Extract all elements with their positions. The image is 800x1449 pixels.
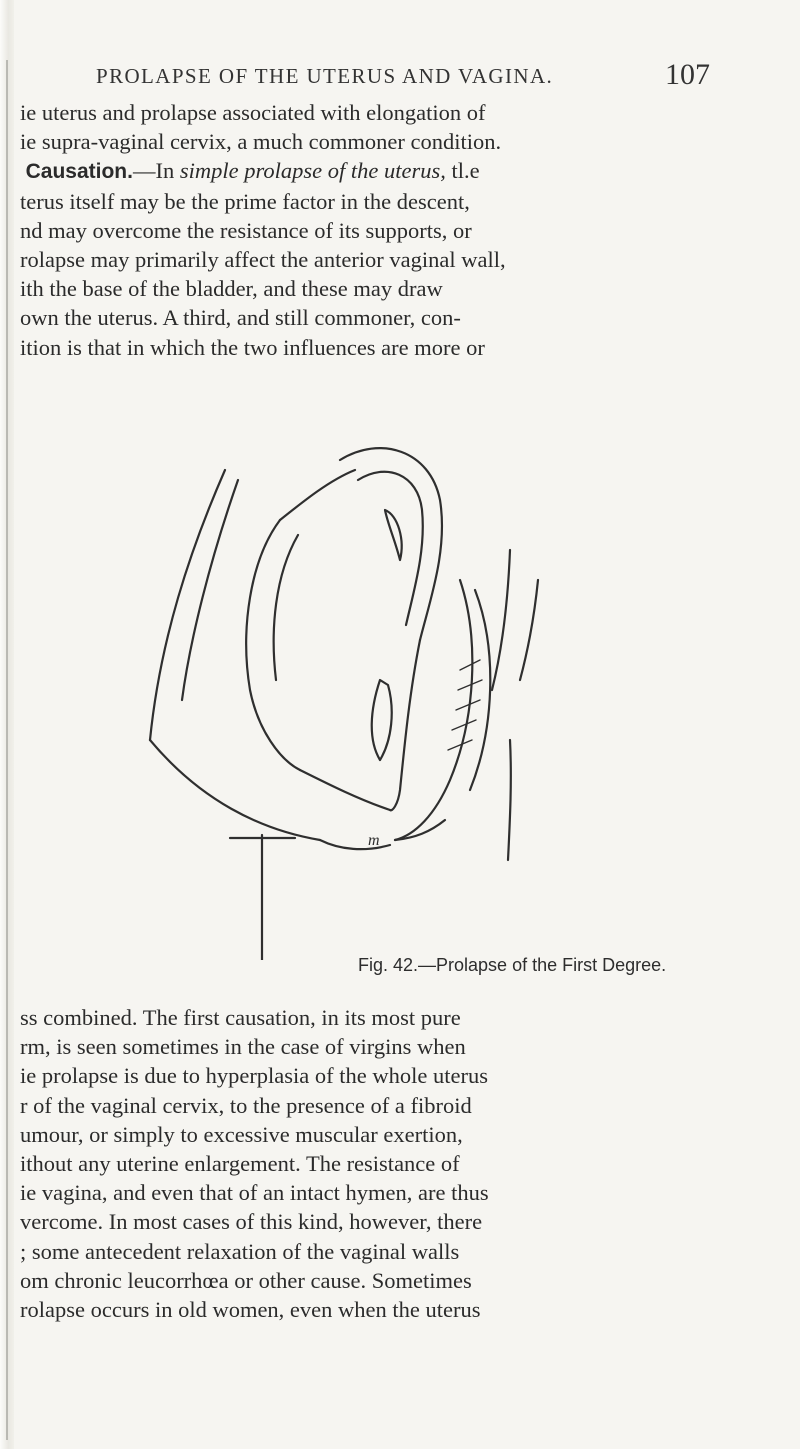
text-line: ith the base of the bladder, and these may draw bbox=[20, 276, 443, 302]
running-title: PROLAPSE OF THE UTERUS AND VAGINA. bbox=[96, 64, 554, 88]
figure-caption: Fig. 42.—Prolapse of the First Degree. bbox=[358, 955, 667, 975]
vaginal-wall-back bbox=[390, 640, 420, 810]
text-line: nd may overcome the resistance of its supports, or bbox=[20, 217, 472, 243]
text-line: rm, is seen sometimes in the case of virgins when bbox=[20, 1034, 466, 1060]
text-line: ie uterus and prolapse associated with elongation of bbox=[20, 100, 486, 125]
text-line: om chronic leucorrhœa or other cause. Sometimes bbox=[20, 1267, 472, 1293]
text-line: umour, or simply to excessive muscular exertion, bbox=[20, 1121, 463, 1147]
pelvic-outline-left bbox=[150, 470, 225, 740]
text-line: ie vagina, and even that of an intact hymen, are thus bbox=[20, 1180, 489, 1206]
text-line: ss combined. The first causation, in its most pure bbox=[20, 1005, 461, 1030]
uterus-inner bbox=[358, 472, 423, 625]
perineum-line bbox=[150, 740, 320, 840]
page-edge-line bbox=[6, 60, 8, 1440]
section-heading: Causation. bbox=[25, 160, 133, 184]
cervix-outline bbox=[372, 680, 392, 760]
vaginal-wall-front bbox=[300, 770, 390, 810]
text-line: ie prolapse is due to hyperplasia of the whole uterus bbox=[20, 1063, 488, 1089]
text-line: rolapse occurs in old women, even when the uterus bbox=[20, 1297, 481, 1323]
sacrum-line-1 bbox=[492, 550, 510, 690]
text-dash: —In bbox=[132, 158, 180, 184]
bladder-top bbox=[280, 470, 355, 520]
text-line: vercome. In most cases of this kind, however, there bbox=[20, 1209, 483, 1235]
pelvic-outline-left-inner bbox=[182, 480, 238, 700]
text-rest: tl.e bbox=[445, 158, 480, 184]
text-line: r of the vaginal cervix, to the presence of a fibroid bbox=[20, 1092, 472, 1118]
coccyx-line bbox=[508, 740, 511, 860]
text-line: terus itself may be the prime factor in the descent, bbox=[20, 188, 470, 214]
paragraph-top bbox=[20, 98, 720, 362]
figure-label-m: m bbox=[368, 832, 380, 849]
text-line: ; some antecedent relaxation of the vaginal walls bbox=[20, 1238, 460, 1264]
anatomical-figure bbox=[130, 440, 690, 960]
page-header bbox=[96, 58, 710, 98]
text-line: ition is that in which the two influences are more or bbox=[20, 334, 485, 360]
uterine-cavity bbox=[385, 510, 402, 560]
text-line: ie supra-vaginal cervix, a much commoner condition. bbox=[20, 129, 502, 155]
text-line: own the uterus. A third, and still commoner, con- bbox=[20, 305, 461, 331]
page-number: 107 bbox=[665, 58, 710, 91]
rectum-inner bbox=[470, 590, 490, 790]
text-line bbox=[20, 156, 720, 186]
text-line: rolapse may primarily affect the anterior vaginal wall, bbox=[20, 247, 506, 273]
text-line: ithout any uterine enlargement. The resistance of bbox=[20, 1151, 460, 1177]
paragraph-bottom bbox=[20, 1003, 720, 1324]
bladder-inner bbox=[274, 535, 298, 680]
sacrum-line-2 bbox=[520, 580, 538, 680]
italic-phrase: simple prolapse of the uterus, bbox=[179, 158, 446, 184]
uterus-outline bbox=[340, 448, 442, 640]
